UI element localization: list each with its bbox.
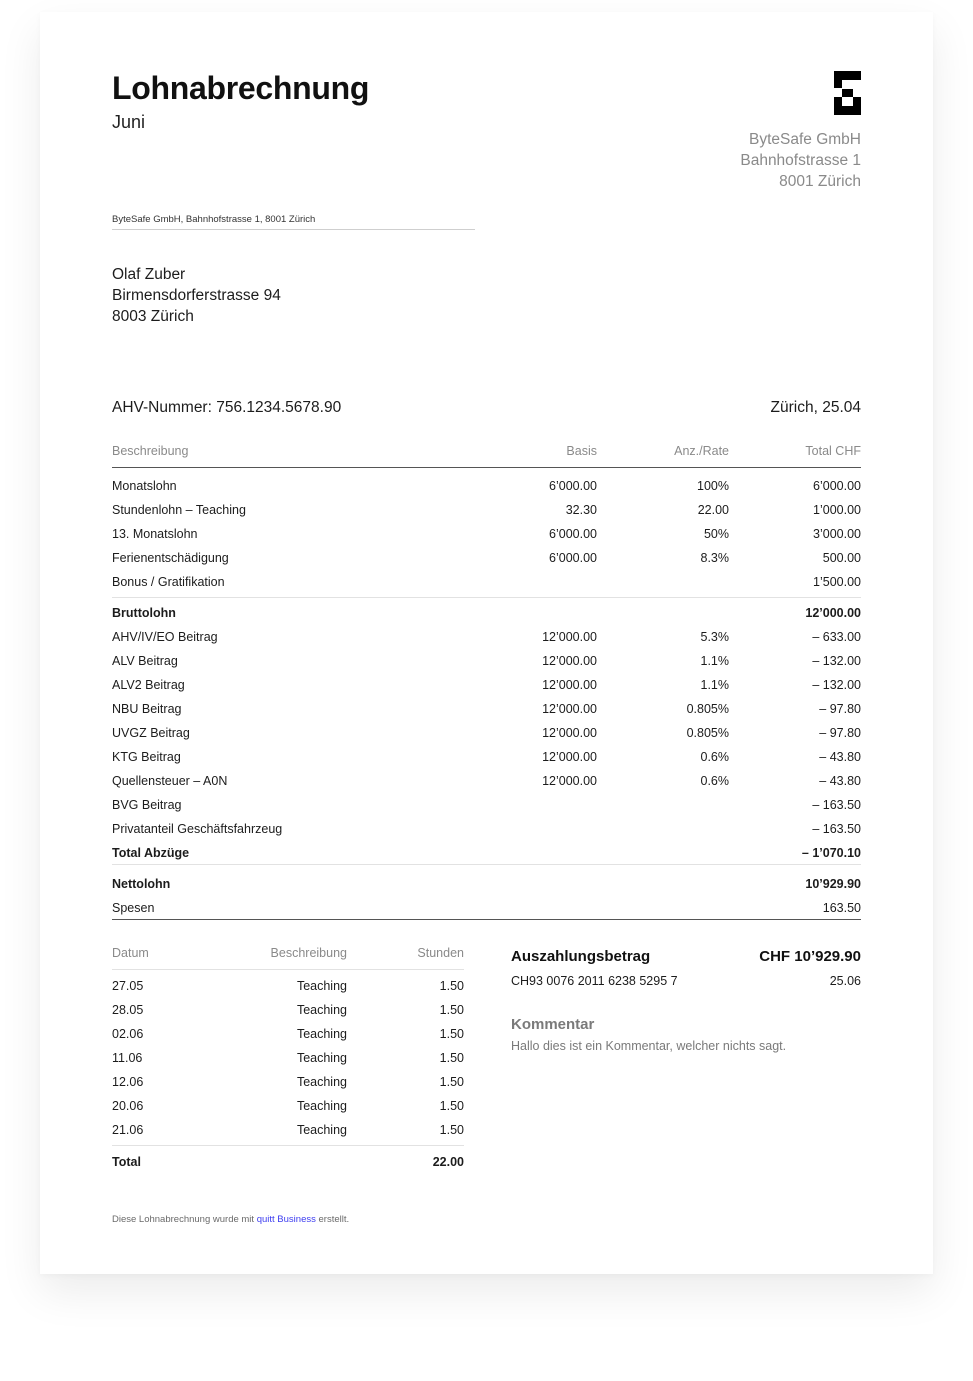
description-cell: NBU Beitrag: [112, 702, 182, 716]
description-cell: Monatslohn: [112, 479, 177, 493]
date-cell: 02.06: [112, 1027, 144, 1041]
company-city: 8001 Zürich: [779, 173, 861, 190]
page-title: Lohnabrechnung: [112, 70, 370, 106]
net-label: Nettolohn: [112, 877, 171, 891]
divider: [112, 594, 861, 598]
total-cell: – 97.80: [819, 702, 861, 716]
net-row: [112, 872, 861, 896]
basis-cell: 12’000.00: [542, 702, 597, 716]
description-cell: Stundenlohn – Teaching: [112, 503, 246, 517]
description-cell: Ferienentschädigung: [112, 551, 229, 565]
comment-title: Kommentar: [511, 1016, 595, 1033]
comment-text: Hallo dies ist ein Kommentar, welcher nichts sagt.: [511, 1039, 787, 1053]
hours-header-description: Beschreibung: [270, 946, 347, 960]
total-cell: – 43.80: [819, 750, 861, 764]
net-total: 10’929.90: [805, 877, 861, 891]
footer-note: [112, 1214, 349, 1225]
basis-cell: 6’000.00: [549, 527, 597, 541]
hours-cell: 1.50: [439, 1051, 464, 1065]
payout-iban: CH93 0076 2011 6238 5295 7: [511, 974, 678, 988]
table-row: [112, 625, 861, 649]
hours-row: [112, 1093, 464, 1117]
description-cell: Bonus / Gratifikation: [112, 575, 225, 589]
hours-cell: 1.50: [439, 1123, 464, 1137]
quitt-business-link[interactable]: quitt Business: [256, 1214, 316, 1225]
total-cell: 6’000.00: [813, 479, 861, 493]
hours-row: [112, 973, 464, 997]
hours-table: [112, 942, 464, 1173]
hours-header-date: Datum: [112, 946, 149, 960]
company-name: ByteSafe GmbH: [749, 131, 861, 148]
company-address: [740, 129, 861, 192]
description-cell: Quellensteuer – A0N: [112, 774, 228, 788]
rate-cell: 0.805%: [686, 726, 729, 740]
table-row: [112, 570, 861, 594]
description-cell: ALV Beitrag: [112, 654, 178, 668]
expenses-label: Spesen: [112, 901, 155, 915]
description-cell: Teaching: [296, 979, 347, 993]
basis-cell: 32.30: [565, 503, 597, 517]
description-cell: AHV/IV/EO Beitrag: [112, 630, 218, 644]
total-cell: – 97.80: [819, 726, 861, 740]
header-basis: Basis: [566, 444, 597, 458]
total-deductions-label: Total Abzüge: [112, 846, 190, 860]
table-row: [112, 649, 861, 673]
basis-cell: 12’000.00: [542, 630, 597, 644]
table-row: [112, 498, 861, 522]
expenses-total: 163.50: [822, 901, 861, 915]
basis-cell: 12’000.00: [542, 654, 597, 668]
rate-cell: 22.00: [697, 503, 729, 517]
hours-row: [112, 997, 464, 1021]
total-cell: 1’500.00: [813, 575, 861, 589]
basis-cell: 6’000.00: [549, 551, 597, 565]
hours-cell: 1.50: [439, 1075, 464, 1089]
date-cell: 28.05: [112, 1003, 144, 1017]
rate-cell: 0.6%: [700, 750, 729, 764]
payout-title: Auszahlungsbetrag: [511, 948, 651, 965]
page-subtitle-month: Juni: [112, 112, 146, 132]
total-deductions-value: – 1’070.10: [801, 846, 861, 860]
hours-rows: [112, 973, 464, 1141]
description-cell: Teaching: [296, 1123, 347, 1137]
date-cell: 12.06: [112, 1075, 144, 1089]
rate-cell: 0.805%: [686, 702, 729, 716]
hours-row: [112, 1117, 464, 1141]
recipient-name: Olaf Zuber: [112, 266, 186, 283]
total-cell: 3’000.00: [813, 527, 861, 541]
ahv-number: AHV-Nummer: 756.1234.5678.90: [112, 399, 342, 416]
date-cell: 21.06: [112, 1123, 144, 1137]
recipient-street: Birmensdorferstrasse 94: [112, 287, 281, 304]
description-cell: Teaching: [296, 1075, 347, 1089]
earnings-rows: [112, 474, 861, 594]
header-description: Beschreibung: [112, 444, 189, 458]
recipient-address: [112, 264, 281, 327]
company-logo-icon: [834, 71, 861, 115]
hours-cell: 1.50: [439, 979, 464, 993]
description-cell: 13. Monatslohn: [112, 527, 198, 541]
description-cell: KTG Beitrag: [112, 750, 181, 764]
rate-cell: 5.3%: [700, 630, 729, 644]
gross-label: Bruttolohn: [112, 606, 176, 620]
header-total: Total CHF: [805, 444, 861, 458]
table-row: [112, 721, 861, 745]
hours-header: [112, 942, 464, 970]
basis-cell: 12’000.00: [542, 774, 597, 788]
total-cell: 500.00: [822, 551, 861, 565]
rate-cell: 1.1%: [700, 678, 729, 692]
basis-cell: 6’000.00: [549, 479, 597, 493]
sender-line: ByteSafe GmbH, Bahnhofstrasse 1, 8001 Zürich: [112, 214, 475, 230]
total-cell: – 633.00: [812, 630, 861, 644]
expenses-row: [112, 896, 861, 920]
hours-row: [112, 1069, 464, 1093]
total-cell: – 132.00: [812, 678, 861, 692]
rate-cell: 50%: [703, 527, 729, 541]
description-cell: Teaching: [296, 1099, 347, 1113]
total-deductions-row: [112, 841, 861, 865]
table-row: [112, 522, 861, 546]
hours-cell: 1.50: [439, 1003, 464, 1017]
rate-cell: 1.1%: [700, 654, 729, 668]
footer-prefix: Diese Lohnabrechnung wurde mit: [112, 1214, 257, 1225]
hours-row: [112, 1021, 464, 1045]
header-rate: Anz./Rate: [674, 444, 729, 458]
description-cell: Teaching: [296, 1003, 347, 1017]
table-row: [112, 745, 861, 769]
salary-table: [112, 440, 861, 920]
deduction-rows: [112, 625, 861, 841]
date-cell: 27.05: [112, 979, 144, 993]
recipient-city: 8003 Zürich: [112, 308, 194, 325]
rate-cell: 0.6%: [700, 774, 729, 788]
gross-row: [112, 601, 861, 625]
basis-cell: 12’000.00: [542, 678, 597, 692]
date-cell: 11.06: [112, 1051, 143, 1065]
table-header: [112, 440, 861, 468]
hours-total-label: Total: [112, 1155, 141, 1169]
table-row: [112, 673, 861, 697]
payslip-page: [40, 12, 933, 1274]
payout-date: 25.06: [829, 974, 861, 988]
company-street: Bahnhofstrasse 1: [740, 152, 861, 169]
hours-cell: 1.50: [439, 1027, 464, 1041]
total-cell: – 163.50: [812, 822, 861, 836]
basis-cell: 12’000.00: [542, 750, 597, 764]
description-cell: Teaching: [296, 1051, 347, 1065]
rate-cell: 8.3%: [700, 551, 729, 565]
hours-cell: 1.50: [439, 1099, 464, 1113]
description-cell: BVG Beitrag: [112, 798, 182, 812]
gross-total: 12’000.00: [805, 606, 861, 620]
date-cell: 20.06: [112, 1099, 144, 1113]
hours-header-hours: Stunden: [417, 946, 464, 960]
table-row: [112, 817, 861, 841]
hours-total-value: 22.00: [432, 1155, 464, 1169]
description-cell: Teaching: [296, 1027, 347, 1041]
description-cell: UVGZ Beitrag: [112, 726, 190, 740]
description-cell: ALV2 Beitrag: [112, 678, 185, 692]
table-row: [112, 474, 861, 498]
basis-cell: 12’000.00: [542, 726, 597, 740]
total-cell: – 163.50: [812, 798, 861, 812]
table-row: [112, 769, 861, 793]
total-cell: 1’000.00: [813, 503, 861, 517]
total-cell: – 43.80: [819, 774, 861, 788]
table-row: [112, 546, 861, 570]
footer-suffix: erstellt.: [315, 1214, 350, 1225]
hours-total-row: [112, 1149, 464, 1173]
description-cell: Privatanteil Geschäftsfahrzeug: [112, 822, 283, 836]
table-row: [112, 697, 861, 721]
payout-amount: CHF 10’929.90: [759, 948, 861, 965]
hours-row: [112, 1045, 464, 1069]
table-row: [112, 793, 861, 817]
place-date: Zürich, 25.04: [770, 399, 861, 416]
total-cell: – 132.00: [812, 654, 861, 668]
rate-cell: 100%: [697, 479, 729, 493]
